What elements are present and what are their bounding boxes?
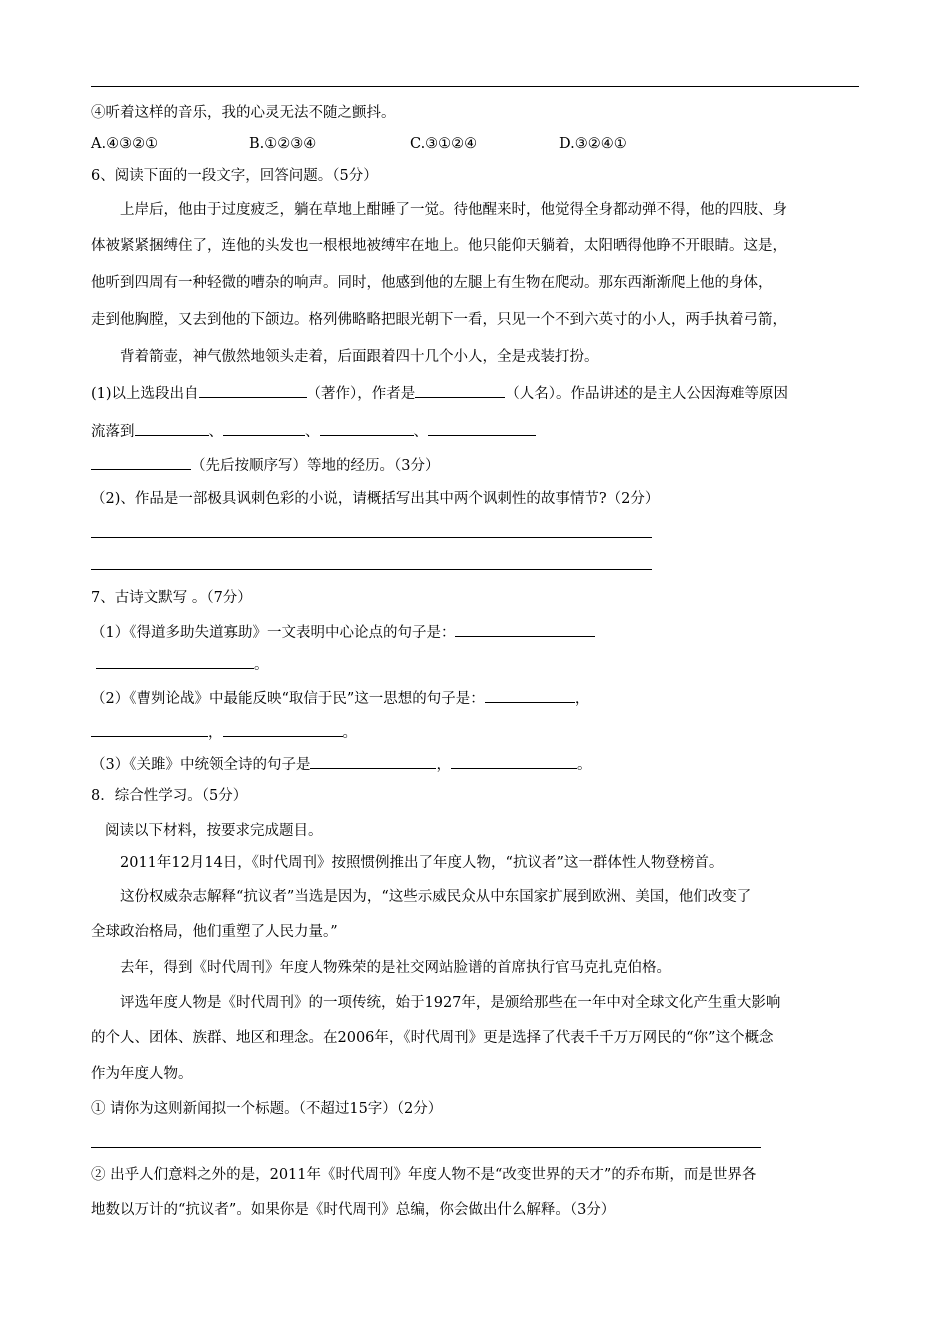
q8-intro: 阅读以下材料，按要求完成题目。 [105, 823, 323, 839]
q6-passage-line-5: 背着箭壶，神气傲然地领头走着，后面跟着四十几个小人，全是戎装打扮。 [120, 349, 599, 365]
q8-para-4a: 评选年度人物是《时代周刊》的一项传统，始于1927年，是颁给那些在一年中对全球文化产生重大影响 [120, 995, 781, 1011]
header-rule [91, 86, 859, 87]
q8-para-4c: 作为年度人物。 [91, 1066, 193, 1082]
q6-sub1-text-d: 流落到 [91, 424, 135, 440]
q7-sub2 [91, 688, 589, 709]
q5-option-b: B.①②③④ [249, 136, 317, 152]
q8-para-3: 去年，得到《时代周刊》年度人物殊荣的是社交网站脸谱的首席执行官马克扎克伯格。 [120, 960, 671, 976]
book-title-blank[interactable] [199, 383, 307, 398]
q6-sub2: （2)、作品是一部极具讽刺色彩的小说，请概括写出其中两个讽刺性的故事情节?（2分） [91, 491, 660, 507]
q7-sub2-blank-1[interactable] [485, 688, 575, 703]
q7-sub2-blank-3[interactable] [223, 722, 343, 737]
q7-sub2-end: 。 [342, 725, 357, 741]
q6-answer-line-1[interactable] [91, 537, 652, 538]
q7-sub3 [91, 754, 591, 775]
q5-option-c: C.③①②④ [410, 136, 478, 152]
q7-sub1-cont [96, 654, 269, 675]
q6-passage-line-3: 他听到四周有一种轻微的嘈杂的响声。同时，他感到他的左腿上有生物在爬动。那东西渐渐爬上他的身体， [91, 275, 773, 291]
q7-sub3-blank-1[interactable] [310, 754, 436, 769]
q6-passage-line-1: 上岸后，他由于过度疲乏，躺在草地上酣睡了一觉。待他醒来时，他觉得全身都动弹不得，他的四肢、身 [120, 202, 787, 218]
q8-question-1: ① 请你为这则新闻拟一个标题。（不超过15字）（2分） [91, 1101, 443, 1117]
author-blank[interactable] [415, 383, 505, 398]
q5-option-a: A.④③②① [91, 136, 159, 152]
q7-sub3-end: 。 [576, 757, 592, 773]
q8-para-2b: 全球政治格局，他们重塑了人民力量。” [91, 924, 338, 940]
q8-question-2b: 地数以万计的“抗议者”。如果你是《时代周刊》总编，你会做出什么解释。（3分） [91, 1202, 616, 1218]
q6-sub1-sep-2: 、 [305, 424, 320, 440]
q7-sub1 [91, 622, 595, 643]
q8-para-2a: 这份权威杂志解释“抗议者”当选是因为，“这些示威民众从中东国家扩展到欧洲、美国，他们改变了 [120, 889, 752, 905]
q6-sub1-line-1 [91, 383, 788, 404]
q7-sub1-text: （1）《得道多助失道寡助》一文表明中心论点的句子是： [91, 625, 456, 641]
q7-sub1-blank-1[interactable] [455, 622, 595, 637]
q7-sub2-text: （2）《曹刿论战》中最能反映“取信于民”这一思想的句子是： [91, 691, 485, 707]
q7-sub3-comma: ， [436, 757, 451, 773]
q6-answer-line-2[interactable] [91, 569, 652, 570]
q8-para-4b: 的个人、团体、族群、地区和理念。在2006年，《时代周刊》更是选择了代表千千万万网民的“你”这个概念 [91, 1030, 774, 1046]
q8-question-2a: ② 出乎人们意料之外的是，2011年《时代周刊》年度人物不是“改变世界的天才”的乔布斯，而是世界各 [91, 1167, 757, 1183]
q8-title: 8．综合性学习。（5分） [91, 788, 248, 804]
q7-sub2-comma-2: ， [208, 725, 223, 741]
q5-item-4: ④听着这样的音乐，我的心灵无法不随之颤抖。 [91, 105, 396, 121]
place-blank-1[interactable] [135, 421, 209, 436]
q7-sub2-cont [91, 722, 357, 743]
q6-sub1-text-e: （先后按顺序写）等地的经历。（3分） [191, 458, 440, 474]
q5-option-d: D.③②④① [559, 136, 627, 152]
q6-sub1-sep-1: 、 [208, 424, 223, 440]
q6-sub1-text-a: (1)以上选段出自 [91, 386, 199, 402]
q7-sub1-end: 。 [254, 657, 269, 673]
q6-sub1-line-3 [91, 455, 439, 476]
q7-sub2-blank-2[interactable] [91, 722, 208, 737]
q7-sub3-blank-2[interactable] [451, 754, 577, 769]
q6-sub1-line-2 [91, 421, 536, 442]
q7-sub3-text: （3）《关雎》中统领全诗的句子是 [91, 757, 311, 773]
place-blank-4[interactable] [428, 421, 536, 436]
place-blank-2[interactable] [223, 421, 305, 436]
q6-passage-line-2: 体被紧紧捆缚住了，连他的头发也一根根地被缚牢在地上。他只能仰天躺着，太阳晒得他睁不开眼睛。这是， [91, 238, 787, 254]
q6-title: 6、阅读下面的一段文字，回答问题。（5分） [91, 168, 378, 184]
q8-para-1: 2011年12月14日，《时代周刊》按照惯例推出了年度人物，“抗议者”这一群体性人物登榜首。 [120, 855, 724, 871]
q7-sub2-comma: ， [574, 691, 590, 707]
q6-sub1-text-c: （人名）。作品讲述的是主人公因海难等原因 [505, 386, 789, 402]
place-blank-5[interactable] [91, 455, 191, 470]
q6-passage-line-4: 走到他胸膛，又去到他的下颌边。格列佛略略把眼光朝下一看，只见一个不到六英寸的小人，两手执着弓箭， [91, 312, 787, 328]
place-blank-3[interactable] [320, 421, 414, 436]
q6-sub1-sep-3: 、 [413, 424, 428, 440]
q7-title: 7、古诗文默写 。（7分） [91, 590, 252, 606]
q8-answer-line-1[interactable] [91, 1147, 761, 1148]
q6-sub1-text-b: （著作），作者是 [306, 386, 416, 402]
q7-sub1-blank-2[interactable] [96, 654, 254, 669]
